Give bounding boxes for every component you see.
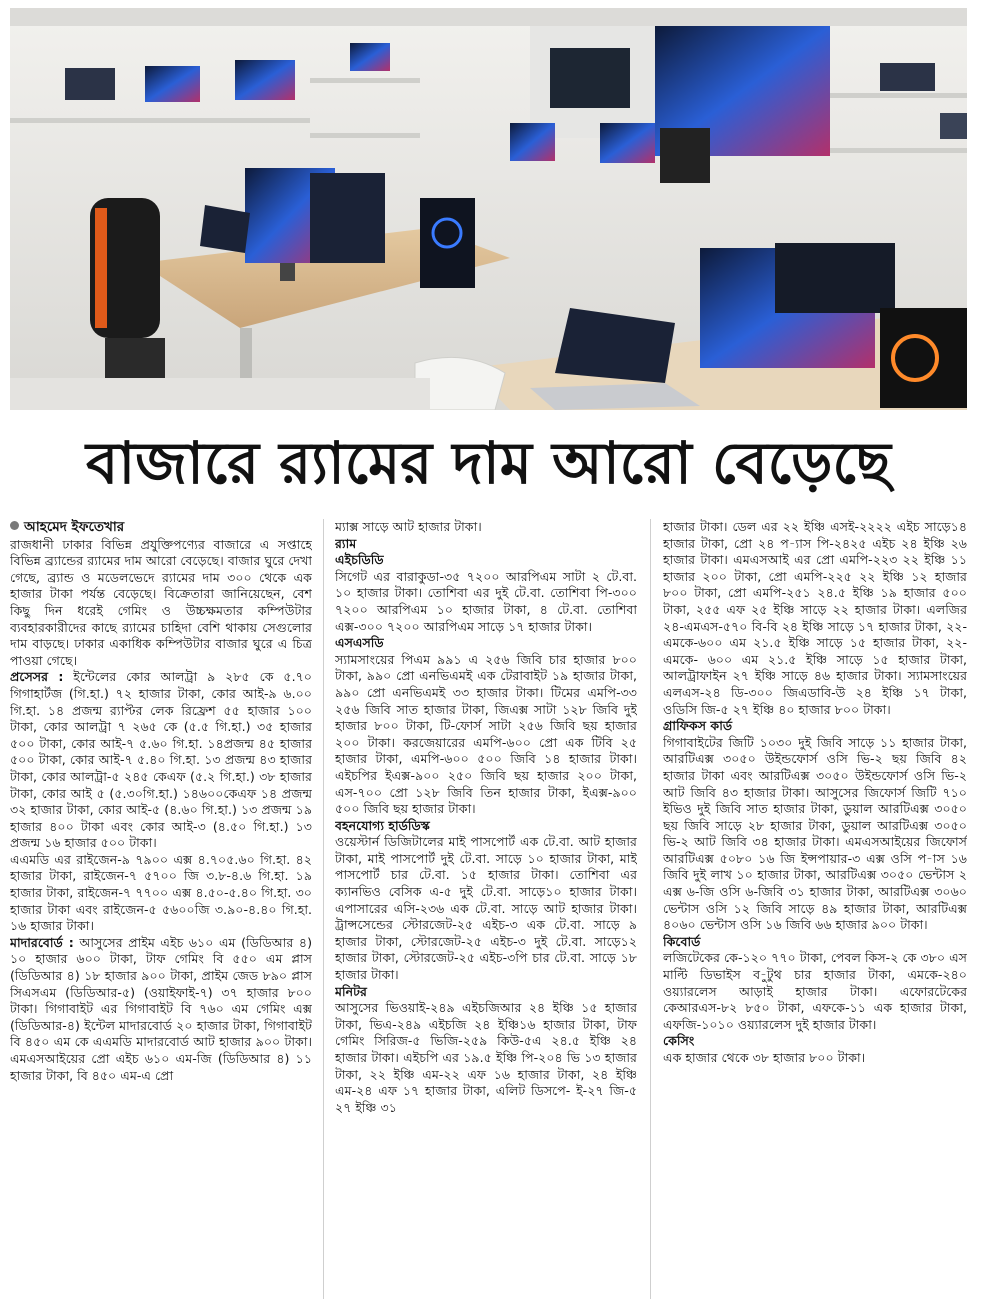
bullet-icon [10,521,19,530]
column-2 [335,519,637,1299]
paragraph: ম্যাক্স সাড়ে আট হাজার টাকা। [335,519,482,534]
section-heading: গ্রাফিকস কার্ড [663,718,733,734]
paragraph-lead: মাদারবোর্ড : [10,934,74,950]
section-heading: কিবোর্ড [663,933,701,949]
paragraph: এক হাজার থেকে ৩৮ হাজার ৮০০ টাকা। [663,1050,866,1065]
column-2-content [335,519,637,1116]
paragraph-text: আসুসের প্রাইম এইচ ৬১০ এম (ডিডিআর ৪) ১০ হাজার ৬০০ টাকা, টাফ গেমিং বি ৫৫০ এম প্লাস (ডিডিআর ৪) ১৮ হাজার ৯০০ টাকা, প্রাইম জেড ৮৯০ প্লাস সিএসএম (ডিডিআর-৫) (ওয়াইফাই-৭) ৩৭ হাজার ৮০০ টাকা। গিগাবাইট এর গিগাবাইট বি ৭৬০ এম গেমিং এক্স (ডিডিআর-৪) ইন্টেল মাদারবোর্ড ২০ হাজার টাকা, গিগাবাইট বি ৪৫০ এম কে এএমডি মাদারবোর্ড আট হাজার ৯০০ টাকা। এমএসআইয়ের প্রো এইচ ৬১০ এম-জি (ডিডিআর ৪) ১১ হাজার টাকা, বি ৪৫০ এম-এ প্রো [10,934,312,1083]
article-body [10,519,967,1299]
column-divider [650,519,651,1299]
author-name: আহমেদ ইফতেখার [24,519,125,535]
paragraph [10,669,312,852]
paragraph-text: ইন্টেলের কোর আলট্রা ৯ ২৮৫ কে ৫.৭০ গিগাহার্টজ (গি.হা.) ৭২ হাজার টাকা, কোর আই-৯ ৬.০০ গি.হা. ১৪ প্রজন্ম র‍্যাপ্টর লেক রিফ্রেশ ৫৫ হাজার ১০০ টাকা, কোর আলট্রা ৭ ২৬৫ কে (৫.৫ গি.হা.) ৩৫ হাজার ৫০০ টাকা, কোর আই-৭ ৫.৬০ গি.হা. ১৪প্রজন্ম ৪৫ হাজার ৫০০ টাকা, কোর আই-৭ ৫.৪০ গি.হা. ১৩ প্রজন্ম ৪৩ হাজার টাকা, কোর আলট্রা-৫ ২৪৫ কেএফ (৫.২ গি.হা.) ৩৮ হাজার টাকা, কোর আই ৫ (৫.৩০গি.হা.) ১৪৬০০কেএফ ১৪ প্রজন্ম ৩২ হাজার টাকা, কোর আই-৫ (৪.৬০ গি.হা.) ১৩ প্রজন্ম ১৯ হাজার ৪০০ টাকা এবং কোর আই-৩ (৪.৫০ গি.হা.) ১৩ প্রজন্ম ১৬ হাজার ৫০০ টাকা। [10,669,312,851]
section-heading: এসএসডি [335,635,384,651]
paragraph: আসুসের ভিওয়াই-২৪৯ এইচজিআর ২৪ ইঞ্চি ১৫ হাজার টাকা, ভিএ-২৪৯ এইচজি ২৪ ইঞ্চি১৬ হাজার টাকা, টাফ গেমিং সিরিজ-৫ ভিজি-২৫৯ কিউ-৫এ ২৪.৫ ইঞ্চি ২৪ হাজার টাকা। এইচপি এর ১৯.৫ ইঞ্চি পি-২০৪ ভি ১৩ হাজার টাকা, ২২ ইঞ্চি এম-২২ এফ ১৬ হাজার টাকা, ২৪ ইঞ্চি এম-২৪ এফ ১৭ হাজার টাকা, এলিট ডিসপে- ই-২৭ জি-৫ ২৭ ইঞ্চি ৩১ [335,1000,637,1115]
section-heading: মনিটর [335,983,367,999]
section-heading: কেসিং [663,1033,695,1049]
showroom-illustration [10,8,967,410]
section-heading: এইচডিডি [335,552,384,568]
paragraph: হাজার টাকা। ডেল এর ২২ ইঞ্চি এসই-২২২২ এইচ সাড়ে১৪ হাজার টাকা, প্রো ২৪ প-্যাস পি-২৪২৫ এইচ ২৪ ইঞ্চি ২৬ হাজার টাকা। এমএসআই এর প্রো এমপি-২২৩ ২২ ইঞ্চি ১১ হাজার ২০০ টাকা, প্রো এমপি-২২৫ ২২ ইঞ্চি ১২ হাজার ৮০০ টাকা, প্রো এমপি-২৫১ ২৪.৫ ইঞ্চি ১৯ হাজার ৫০০ টাকা, ২৫৫ এফ ২৫ ইঞ্চি সাড়ে ২২ হাজার টাকা। এলজির ২৪-এমএস-৫৭০ বি-বি ২৪ ইঞ্চি সাড়ে ১৭ হাজার টাকা, ২২-এমকে-৬০০ এম ২১.৫ ইঞ্চি সাড়ে ১৫ হাজার টাকা, ২২-এমকে- ৬০০ এম ২১.৫ ইঞ্চি সাড়ে ১৫ হাজার টাকা, আলট্রাফাইন ২৭ ইঞ্চি সাড়ে ৪৬ হাজার টাকা। স্যামসাংয়ের এলএস-২৪ ডি-৩০০ জিএডাবি-উ ২৪ ইঞ্চি ১৭ টাকা, ওডিসি জি-৫ ২৭ ইঞ্চি ৪০ হাজার ৮০০ টাকা। [663,519,967,717]
section-heading: র‍্যাম [335,535,357,551]
column-divider [323,519,324,1299]
paragraph: রাজধানী ঢাকার বিভিন্ন প্রযুক্তিপণ্যের বাজারে এ সপ্তাহে বিভিন্ন ব্র্যান্ডের র‍্যামের দাম আরো বেড়েছে। বাজার ঘুরে দেখা গেছে, ব্র্যান্ড ও মডেলভেদে র‍্যামের দাম ৩০০ থেকে এক হাজার টাকা পর্যন্ত বেড়েছে। বিক্রেতারা জানিয়েছেন, বেশ কিছু দিন ধরেই গেমিং ও উচ্চক্ষমতার কম্পিউটার ব্যবহারকারীদের কাছে র‍্যামের চাহিদা বেশি থাকায় সেগুলোর দাম বাড়ছে। ঢাকার একাধিক কম্পিউটার বাজার ঘুরে এ চিত্র পাওয়া গেছে। [10,536,312,668]
headline: বাজারে র‍্যামের দাম আরো বেড়েছে [86,429,891,497]
paragraph: স্যামসাংয়ের পিএম ৯৯১ এ ২৫৬ জিবি চার হাজার ৮০০ টাকা, ৯৯০ প্রো এনভিএমই এক টেরাবাইট ১৯ হাজার টাকা, ৯৯০ প্রো এনভিএমই ৩৩ হাজার টাকা। টিমের এমপি-৩৩ ২৫৬ জিবি সাত হাজার টাকা, জিএক্স সাটা ১২৮ জিবি দুই হাজার ৮০০ টাকা, টি-ফোর্স সাটা ২৫৬ জিবি ছয় হাজার ২০০ টাকা। করজেয়ারের এমপি-৬০০ প্রো এক টিবি ২৫ হাজার টাকা, এমপি-৬০০ ৫০০ জিবি ১৪ হাজার টাকা। এইচপির ইএক্স-৯০০ ২৫০ জিবি ছয় হাজার ২০০ টাকা, এস-৭০০ প্রো ১২৮ জিবি তিন হাজার টাকা, ইএক্স-৯০০ ৫০০ জিবি ছয় হাজার টাকা। [335,651,637,817]
paragraph [10,935,312,1084]
paragraph: লজিটেকের কে-১২০ ৭৭০ টাকা, পেবল কিস-২ কে ৩৮০ এস মাল্টি ডিভাইস ব-ুটুথ চার হাজার টাকা, এমকে-২৪০ ওয়্যারলেস আড়াই হাজার টাকা। এফোরটেকের কেআরএস-৮২ ৮৫০ টাকা, এফকে-১১ এক হাজার টাকা, এফজি-১০১০ ওয়্যারলেস দুই হাজার টাকা। [663,950,967,1032]
paragraph-lead: প্রসেসর : [10,669,64,685]
paragraph: এএমডি এর রাইজেন-৯ ৭৯০০ এক্স ৪.৭০৫.৬০ গি.হা. ৪২ হাজার টাকা, রাইজেন-৭ ৫৭০০ জি ৩.৮-৪.৬ গি.হা. ১৯ হাজার টাকা, রাইজেন-৭ ৭৭০০ এক্স ৪.৫০-৫.৪০ গি.হা. ৩০ হাজার টাকা এবং রাইজেন-৫ ৫৬০০জি ৩.৯০-৪.৪০ গি.হা. ১৬ হাজার টাকা। [10,851,312,934]
paragraph: গিগাবাইটের জিটি ১০৩০ দুই জিবি সাড়ে ১১ হাজার টাকা, আরটিএক্স ৩০৫০ উইন্ডফোর্স ওসি ভি-২ ছয় জিবি ৪২ হাজার টাকা এবং আরটিএক্স ৩০৫০ উইন্ডফোর্স ওসি ভি-২ আট জিবি ৪৩ হাজার টাকা। আসুসের জিফোর্স জিটি ৭১০ ইভিও দুই জিবি সাত হাজার টাকা, ডুয়াল আরটিএক্স ৩০৫০ ছয় জিবি সাড়ে ২৮ হাজার টাকা, ডুয়াল আরটিএক্স ৩০৫০ ভি-২ আট জিবি ৩৪ হাজার টাকা। এমএসআইয়ের জিফোর্স আরটিএক্স ৫০৮০ ১৬ জি ইন্সপায়ার-৩ এক্স ওসি প-াস ১৬ জিবি দুই লাখ ১০ হাজার টাকা, আরটিএক্স ৩০৫০ ভেন্টাস ২ এক্স ৬-জি ওসি ৬-জিবি ৩১ হাজার টাকা, আরটিএক্স ৩০৬০ ভেন্টাস ওসি ১২ জিবি সাড়ে ৪৯ হাজার টাকা, আরটিএক্স ৪০৬০ ভেন্টাস ওসি ১৬ জিবি ৬৬ হাজার ৯০০ টাকা। [663,734,967,933]
section-heading: বহনযোগ্য হার্ডডিস্ক [335,817,430,833]
column-1 [10,519,312,1299]
paragraph: সিগেট এর বারাকুডা-৩৫ ৭২০০ আরপিএম সাটা ২ টে.বা. ১০ হাজার টাকা। তোশিবা এর দুই টে.বা. তোশিবা পি-৩০০ ৭২০০ আরপিএম ১০ হাজার টাকা, ৪ টে.বা. তোশিবা এক্স-৩০০ ৭২০০ আরপিএম সাড়ে ১৭ হাজার টাকা। [335,568,637,634]
article-photo [10,8,967,410]
column-1-content [10,537,312,1085]
column-3 [663,519,967,1299]
column-3-content [663,519,967,1067]
byline [10,519,312,536]
paragraph: ওয়েস্টার্ন ডিজিটালের মাই পাসপোর্ট এক টে.বা. আট হাজার টাকা, মাই পাসপোর্ট দুই টে.বা. সাড়ে ১০ হাজার টাকা, মাই পাসপোর্ট চার টে.বা. ১৫ হাজার টাকা। তোশিবা এর ক্যানভিও বেসিক এ-৫ দুই টে.বা. সাড়ে১০ হাজার টাকা। এপাসারের এসি-২৩৬ এক টে.বা. সাড়ে আট হাজার টাকা। ট্রান্সসেন্ডের স্টোরজেট-২৫ এইচ-৩ এক টে.বা. সাড়ে ৯ হাজার টাকা, স্টোরজেট-২৫ এইচ-৩ দুই টে.বা. সাড়ে১২ হাজার টাকা, স্টোরজেট-২৫ এইচ-৩পি চার টে.বা. সাড়ে ১৮ হাজার টাকা। [335,834,637,983]
